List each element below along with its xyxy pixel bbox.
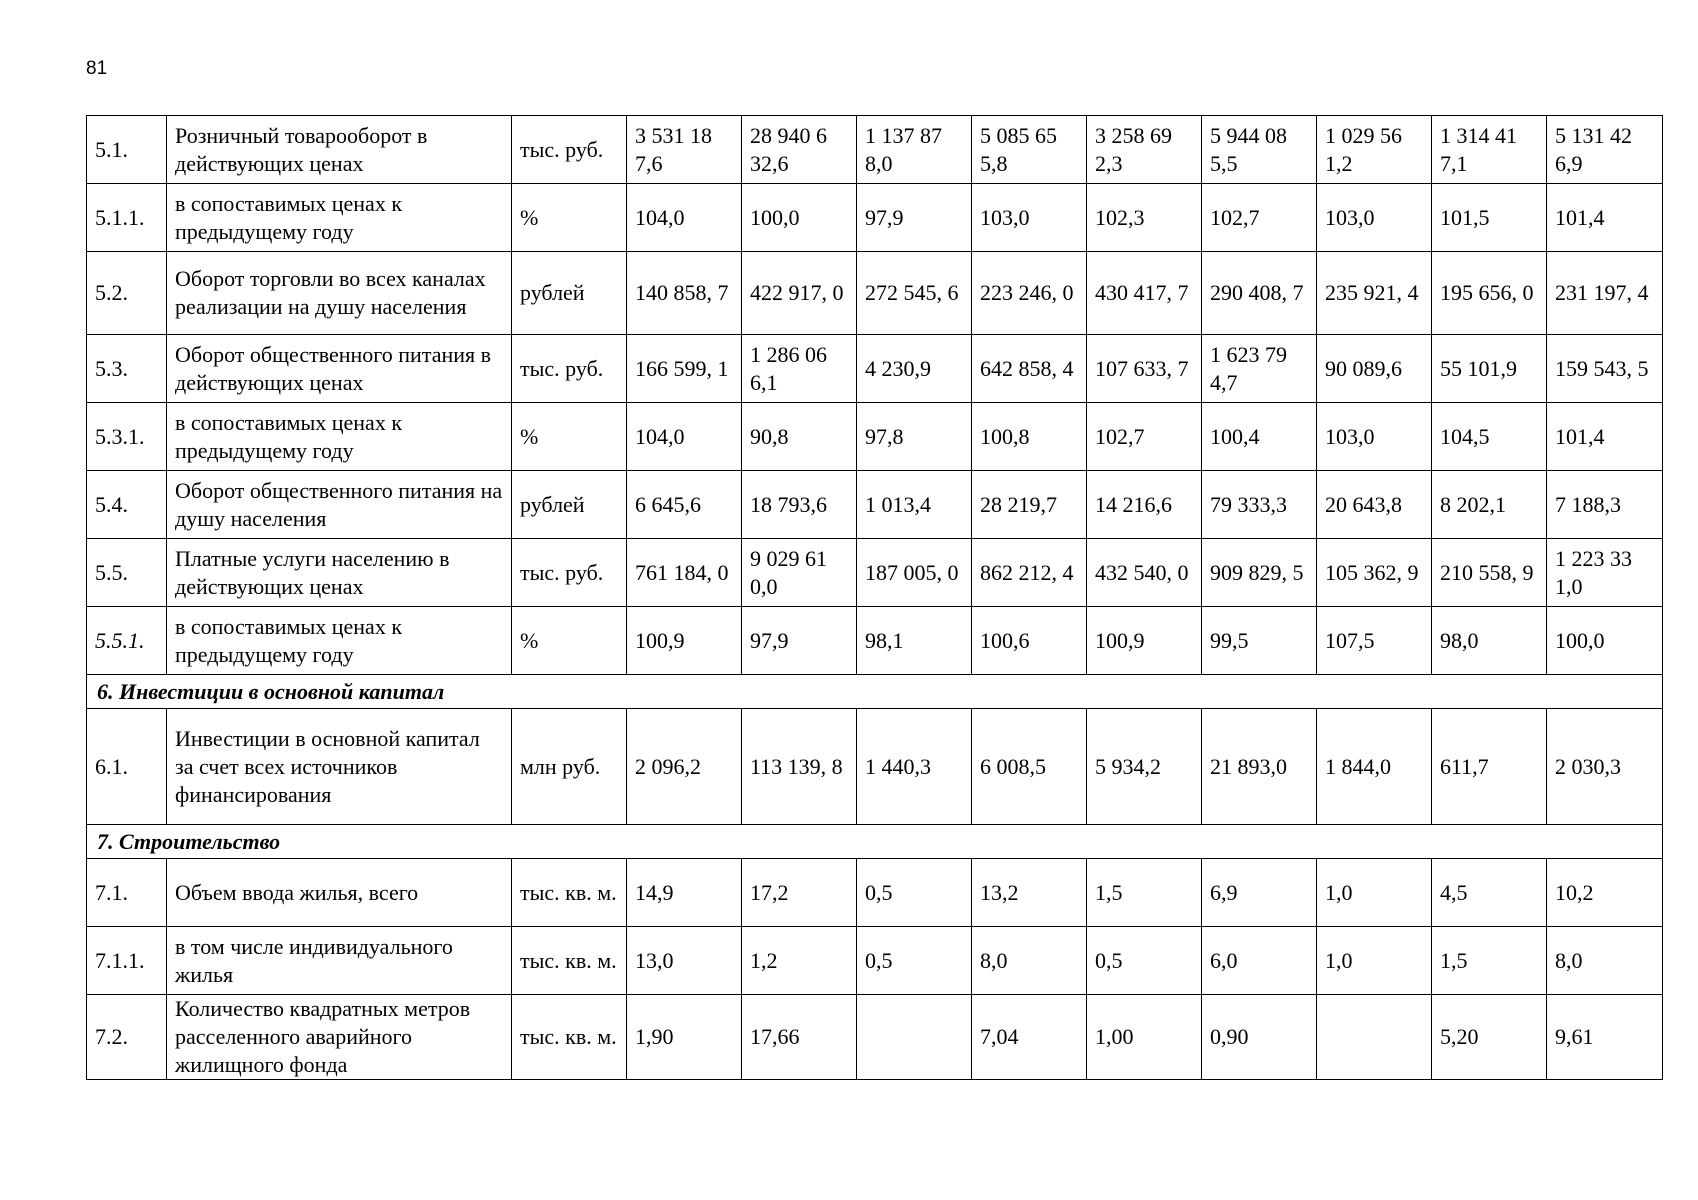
table-row xyxy=(87,335,1663,403)
value-cell: 101,4 xyxy=(1547,184,1663,252)
value-cell: 105 362, 9 xyxy=(1317,539,1432,607)
row-id: 5.1. xyxy=(87,116,167,184)
table-row xyxy=(87,471,1663,539)
table-row xyxy=(87,859,1663,927)
value-cell: 159 543, 5 xyxy=(1547,335,1663,403)
value-cell: 432 540, 0 xyxy=(1087,539,1202,607)
value-cell: 13,0 xyxy=(627,927,742,995)
value-cell: 102,7 xyxy=(1087,403,1202,471)
row-id: 5.5.1. xyxy=(87,607,167,675)
value-cell: 28 940 6 32,6 xyxy=(742,116,857,184)
value-cell: 430 417, 7 xyxy=(1087,252,1202,335)
section-header-row xyxy=(87,675,1663,709)
value-cell: 272 545, 6 xyxy=(857,252,972,335)
unit-cell: рублей xyxy=(512,471,627,539)
value-cell: 5 131 42 6,9 xyxy=(1547,116,1663,184)
value-cell: 5 085 65 5,8 xyxy=(972,116,1087,184)
value-cell: 113 139, 8 xyxy=(742,709,857,825)
value-cell: 8 202,1 xyxy=(1432,471,1547,539)
value-cell: 422 917, 0 xyxy=(742,252,857,335)
value-cell: 14,9 xyxy=(627,859,742,927)
value-cell: 8,0 xyxy=(972,927,1087,995)
table-row xyxy=(87,607,1663,675)
value-cell: 101,4 xyxy=(1547,403,1663,471)
value-cell: 611,7 xyxy=(1432,709,1547,825)
value-cell: 290 408, 7 xyxy=(1202,252,1317,335)
value-cell: 223 246, 0 xyxy=(972,252,1087,335)
value-cell: 104,0 xyxy=(627,403,742,471)
value-cell: 102,7 xyxy=(1202,184,1317,252)
unit-cell: тыс. руб. xyxy=(512,539,627,607)
indicator-name: Количество квадратных метров расселенного аварийного жилищного фонда xyxy=(167,995,512,1080)
value-cell: 21 893,0 xyxy=(1202,709,1317,825)
value-cell: 100,9 xyxy=(627,607,742,675)
table-row xyxy=(87,709,1663,825)
row-id: 5.4. xyxy=(87,471,167,539)
value-cell: 1 844,0 xyxy=(1317,709,1432,825)
unit-cell: тыс. кв. м. xyxy=(512,859,627,927)
value-cell: 4 230,9 xyxy=(857,335,972,403)
value-cell: 4,5 xyxy=(1432,859,1547,927)
indicator-name: Инвестиции в основной капитал за счет всех источников финансирования xyxy=(167,709,512,825)
value-cell: 0,5 xyxy=(1087,927,1202,995)
page-number: 81 xyxy=(86,58,108,79)
table-row xyxy=(87,927,1663,995)
value-cell: 103,0 xyxy=(1317,403,1432,471)
value-cell: 2 096,2 xyxy=(627,709,742,825)
value-cell: 104,0 xyxy=(627,184,742,252)
row-id: 5.3.1. xyxy=(87,403,167,471)
value-cell: 107 633, 7 xyxy=(1087,335,1202,403)
value-cell: 8,0 xyxy=(1547,927,1663,995)
indicator-name: Платные услуги населению в действующих ценах xyxy=(167,539,512,607)
value-cell: 0,5 xyxy=(857,859,972,927)
value-cell: 2 030,3 xyxy=(1547,709,1663,825)
value-cell: 28 219,7 xyxy=(972,471,1087,539)
indicator-name: в сопоставимых ценах к предыдущему году xyxy=(167,403,512,471)
value-cell: 1 314 41 7,1 xyxy=(1432,116,1547,184)
value-cell: 6 645,6 xyxy=(627,471,742,539)
value-cell: 100,6 xyxy=(972,607,1087,675)
value-cell: 98,1 xyxy=(857,607,972,675)
value-cell: 1,00 xyxy=(1087,995,1202,1080)
value-cell: 10,2 xyxy=(1547,859,1663,927)
value-cell: 1,0 xyxy=(1317,859,1432,927)
value-cell: 90 089,6 xyxy=(1317,335,1432,403)
indicator-name: в сопоставимых ценах к предыдущему году xyxy=(167,184,512,252)
table-row xyxy=(87,403,1663,471)
table-row xyxy=(87,539,1663,607)
value-cell: 100,0 xyxy=(742,184,857,252)
value-cell: 103,0 xyxy=(972,184,1087,252)
indicator-name: Оборот общественного питания в действующих ценах xyxy=(167,335,512,403)
value-cell: 17,2 xyxy=(742,859,857,927)
unit-cell: тыс. кв. м. xyxy=(512,995,627,1080)
value-cell: 0,5 xyxy=(857,927,972,995)
value-cell: 13,2 xyxy=(972,859,1087,927)
value-cell: 107,5 xyxy=(1317,607,1432,675)
value-cell: 1,2 xyxy=(742,927,857,995)
value-cell: 5,20 xyxy=(1432,995,1547,1080)
value-cell: 101,5 xyxy=(1432,184,1547,252)
value-cell: 642 858, 4 xyxy=(972,335,1087,403)
unit-cell: тыс. руб. xyxy=(512,116,627,184)
indicator-name: Оборот общественного питания на душу населения xyxy=(167,471,512,539)
table-row xyxy=(87,252,1663,335)
unit-cell: млн руб. xyxy=(512,709,627,825)
value-cell: 1 223 33 1,0 xyxy=(1547,539,1663,607)
indicator-name: в том числе индивидуального жилья xyxy=(167,927,512,995)
unit-cell: тыс. кв. м. xyxy=(512,927,627,995)
value-cell: 6,0 xyxy=(1202,927,1317,995)
value-cell: 104,5 xyxy=(1432,403,1547,471)
value-cell: 102,3 xyxy=(1087,184,1202,252)
value-cell: 1,5 xyxy=(1432,927,1547,995)
value-cell: 20 643,8 xyxy=(1317,471,1432,539)
value-cell xyxy=(1317,995,1432,1080)
value-cell: 1 440,3 xyxy=(857,709,972,825)
value-cell: 14 216,6 xyxy=(1087,471,1202,539)
section-header-row xyxy=(87,825,1663,859)
value-cell: 18 793,6 xyxy=(742,471,857,539)
row-id: 7.1. xyxy=(87,859,167,927)
value-cell: 862 212, 4 xyxy=(972,539,1087,607)
value-cell: 210 558, 9 xyxy=(1432,539,1547,607)
value-cell: 166 599, 1 xyxy=(627,335,742,403)
row-id: 7.1.1. xyxy=(87,927,167,995)
row-id: 5.3. xyxy=(87,335,167,403)
value-cell: 0,90 xyxy=(1202,995,1317,1080)
value-cell: 5 944 08 5,5 xyxy=(1202,116,1317,184)
row-id: 5.2. xyxy=(87,252,167,335)
value-cell: 90,8 xyxy=(742,403,857,471)
indicator-name: в сопоставимых ценах к предыдущему году xyxy=(167,607,512,675)
value-cell: 9,61 xyxy=(1547,995,1663,1080)
value-cell: 3 531 18 7,6 xyxy=(627,116,742,184)
value-cell: 97,9 xyxy=(742,607,857,675)
table-row xyxy=(87,184,1663,252)
value-cell: 100,9 xyxy=(1087,607,1202,675)
value-cell: 6,9 xyxy=(1202,859,1317,927)
value-cell: 235 921, 4 xyxy=(1317,252,1432,335)
value-cell: 909 829, 5 xyxy=(1202,539,1317,607)
value-cell: 55 101,9 xyxy=(1432,335,1547,403)
row-id: 7.2. xyxy=(87,995,167,1080)
value-cell: 79 333,3 xyxy=(1202,471,1317,539)
value-cell: 231 197, 4 xyxy=(1547,252,1663,335)
unit-cell: % xyxy=(512,607,627,675)
statistics-table xyxy=(86,115,1663,1080)
value-cell: 98,0 xyxy=(1432,607,1547,675)
section-title: 7. Строительство xyxy=(87,825,1663,859)
unit-cell: % xyxy=(512,184,627,252)
value-cell xyxy=(857,995,972,1080)
table-row xyxy=(87,116,1663,184)
value-cell: 1 137 87 8,0 xyxy=(857,116,972,184)
value-cell: 100,8 xyxy=(972,403,1087,471)
value-cell: 1,0 xyxy=(1317,927,1432,995)
value-cell: 6 008,5 xyxy=(972,709,1087,825)
value-cell: 187 005, 0 xyxy=(857,539,972,607)
value-cell: 97,8 xyxy=(857,403,972,471)
value-cell: 100,0 xyxy=(1547,607,1663,675)
row-id: 5.1.1. xyxy=(87,184,167,252)
row-id: 6.1. xyxy=(87,709,167,825)
value-cell: 1,90 xyxy=(627,995,742,1080)
value-cell: 17,66 xyxy=(742,995,857,1080)
unit-cell: % xyxy=(512,403,627,471)
value-cell: 103,0 xyxy=(1317,184,1432,252)
value-cell: 140 858, 7 xyxy=(627,252,742,335)
value-cell: 99,5 xyxy=(1202,607,1317,675)
value-cell: 9 029 61 0,0 xyxy=(742,539,857,607)
indicator-name: Объем ввода жилья, всего xyxy=(167,859,512,927)
indicator-name: Оборот торговли во всех каналах реализации на душу населения xyxy=(167,252,512,335)
table-row xyxy=(87,995,1663,1080)
value-cell: 100,4 xyxy=(1202,403,1317,471)
unit-cell: рублей xyxy=(512,252,627,335)
indicator-name: Розничный товарооборот в действующих ценах xyxy=(167,116,512,184)
value-cell: 7,04 xyxy=(972,995,1087,1080)
value-cell: 1 286 06 6,1 xyxy=(742,335,857,403)
value-cell: 1 029 56 1,2 xyxy=(1317,116,1432,184)
row-id: 5.5. xyxy=(87,539,167,607)
value-cell: 3 258 69 2,3 xyxy=(1087,116,1202,184)
value-cell: 761 184, 0 xyxy=(627,539,742,607)
value-cell: 1 013,4 xyxy=(857,471,972,539)
value-cell: 97,9 xyxy=(857,184,972,252)
value-cell: 7 188,3 xyxy=(1547,471,1663,539)
value-cell: 5 934,2 xyxy=(1087,709,1202,825)
unit-cell: тыс. руб. xyxy=(512,335,627,403)
section-title: 6. Инвестиции в основной капитал xyxy=(87,675,1663,709)
value-cell: 1 623 79 4,7 xyxy=(1202,335,1317,403)
value-cell: 195 656, 0 xyxy=(1432,252,1547,335)
value-cell: 1,5 xyxy=(1087,859,1202,927)
